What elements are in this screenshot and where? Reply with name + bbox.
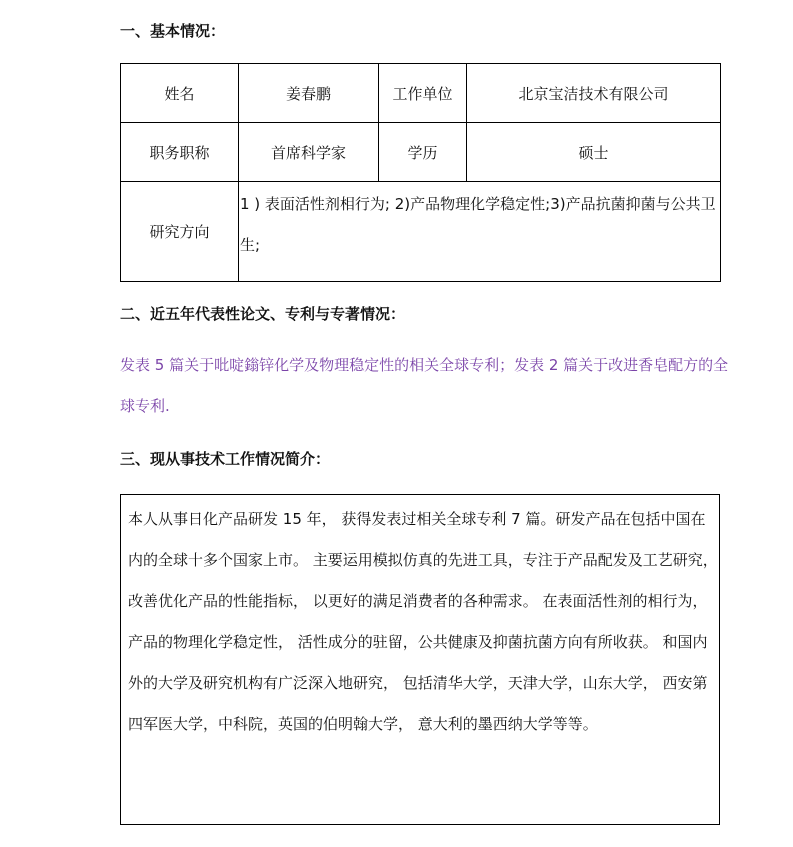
table-row bbox=[121, 123, 721, 182]
research-value: 1 ) 表面活性剂相行为; 2)产品物理化学稳定性;3)产品抗菌抑菌与公共卫生; bbox=[239, 182, 721, 282]
name-value: 姜春鹏 bbox=[239, 64, 379, 123]
current-work-box bbox=[120, 494, 720, 825]
current-work-text: 本人从事日化产品研发 15 年， 获得发表过相关全球专利 7 篇。研发产品在包括中国在内的全球十多个国家上市。 主要运用模拟仿真的先进工具，专注于产品配发及工艺研究，改善优化产品的性能指标， 以更好的满足消费者的各种需求。 在表面活性剂的相行为，产品的物理化学稳定性， 活性成分的驻留，公共健康及抑菌抗菌方向有所收获。 和国内外的大学及研究机构有广泛深入地研究， 包括清华大学，天津大学，山东大学， 西安第四军医大学，中科院，英国的伯明翰大学， 意大利的墨西纳大学等等。 bbox=[128, 510, 718, 733]
education-label: 学历 bbox=[379, 123, 467, 182]
section-current-work-heading: 三、现从事技术工作情况简介： bbox=[120, 450, 331, 468]
table-row bbox=[121, 64, 721, 123]
employer-value: 北京宝洁技术有限公司 bbox=[467, 64, 721, 123]
basic-info-table bbox=[120, 63, 721, 282]
name-label: 姓名 bbox=[121, 64, 239, 123]
job-title-label: 职务职称 bbox=[121, 123, 239, 182]
publications-text: 发表 5 篇关于吡啶鎓锌化学及物理稳定性的相关全球专利；发表 2 篇关于改进香皂配方的全球专利. bbox=[120, 356, 729, 415]
employer-label: 工作单位 bbox=[379, 64, 467, 123]
research-label: 研究方向 bbox=[121, 182, 239, 282]
job-title-value: 首席科学家 bbox=[239, 123, 379, 182]
section-basic-info-heading: 一、基本情况： bbox=[120, 22, 226, 40]
table-row bbox=[121, 182, 721, 282]
section-publications-heading: 二、近五年代表性论文、专利与专著情况： bbox=[120, 305, 406, 323]
education-value: 硕士 bbox=[467, 123, 721, 182]
